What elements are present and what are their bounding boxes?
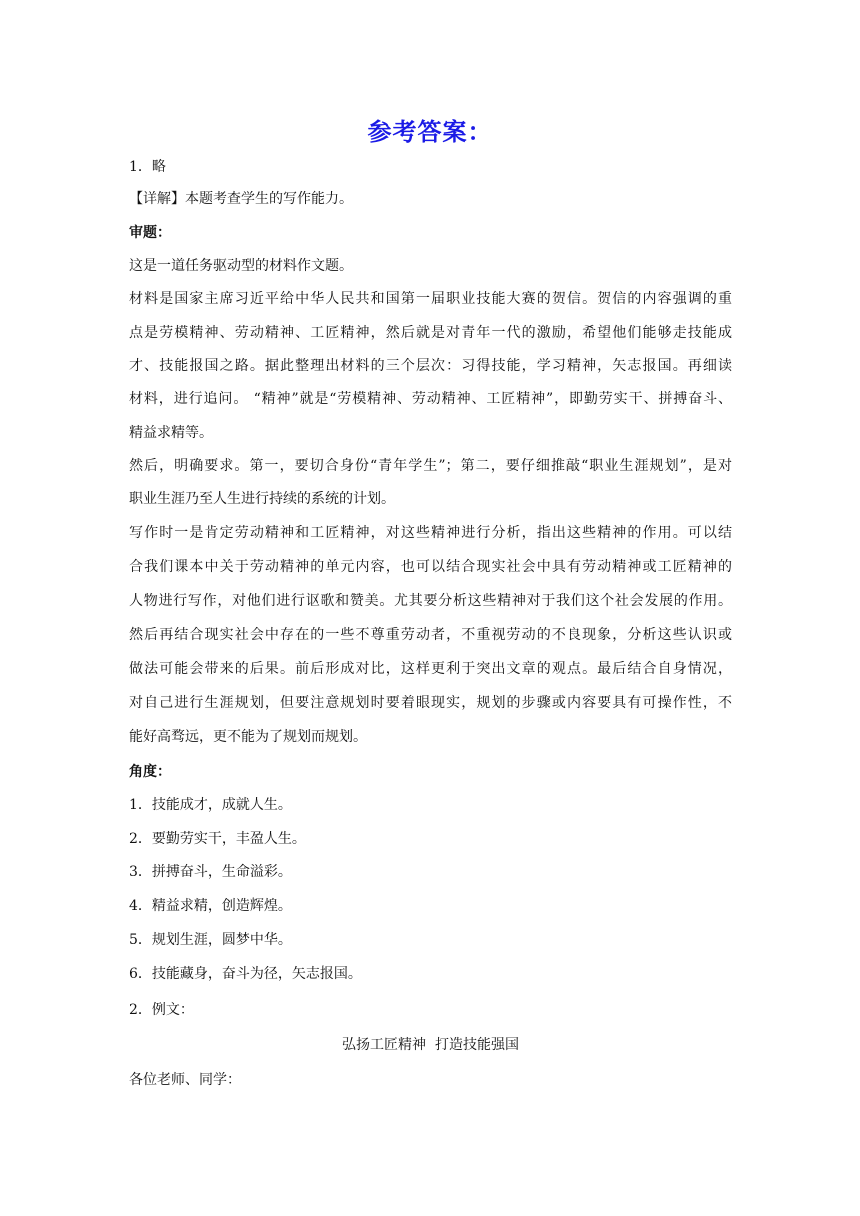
- greeting: 各位老师、同学：: [129, 1072, 241, 1088]
- writing-line: 然后再结合现实社会中存在的一些不尊重劳动者，不重视劳动的不良现象，分析这些认识或: [129, 627, 732, 643]
- writing-line: 做法可能会带来的后果。前后形成对比，这样更利于突出文章的观点。最后结合自身情况，: [129, 661, 732, 677]
- writing-line: 人物进行写作，对他们进行讴歌和赞美。尤其要分析这些精神对于我们这个社会发展的作用。: [129, 593, 732, 609]
- material-line: 精益求精等。: [129, 425, 213, 441]
- detail-line: 【详解】本题考查学生的写作能力。: [129, 191, 353, 207]
- essay-title: 弘扬工匠精神 打造技能强国: [342, 1037, 519, 1053]
- intro-paragraph: 这是一道任务驱动型的材料作文题。: [129, 258, 353, 274]
- writing-line: 合我们课本中关于劳动精神的单元内容，也可以结合现实社会中具有劳动精神或工匠精神的: [129, 559, 732, 575]
- angle-item: 5．规划生涯，圆梦中华。: [129, 932, 292, 948]
- question-1-answer: 1．略: [129, 159, 166, 175]
- writing-line: 能好高骛远，更不能为了规划而规划。: [129, 729, 367, 745]
- material-line: 材料，进行追问。 “精神”就是“劳模精神、劳动精神、工匠精神”，即勤劳实干、拼搏奋斗、: [129, 391, 732, 407]
- shenti-heading: 审题：: [129, 225, 171, 241]
- angle-item: 1．技能成才，成就人生。: [129, 797, 292, 813]
- page-title: 参考答案：: [367, 118, 493, 146]
- material-line: 材料是国家主席习近平给中华人民共和国第一届职业技能大赛的贺信。贺信的内容强调的重: [129, 291, 732, 307]
- writing-line: 对自己进行生涯规划，但要注意规划时要着眼现实，规划的步骤或内容要具有可操作性，不: [129, 695, 732, 711]
- angle-item: 4．精益求精，创造辉煌。: [129, 898, 292, 914]
- angle-item: 3．拼搏奋斗，生命溢彩。: [129, 864, 292, 880]
- requirements-line: 职业生涯乃至人生进行持续的系统的计划。: [129, 491, 395, 507]
- question-2-label: 2．例文：: [129, 1002, 194, 1018]
- angle-item: 2．要勤劳实干，丰盈人生。: [129, 831, 306, 847]
- writing-line: 写作时一是肯定劳动精神和工匠精神，对这些精神进行分析，指出这些精神的作用。可以结: [129, 525, 732, 541]
- requirements-line: 然后，明确要求。第一，要切合身份“青年学生”；第二，要仔细推敲“职业生涯规划”，是对: [129, 458, 732, 474]
- material-line: 点是劳模精神、劳动精神、工匠精神，然后就是对青年一代的激励，希望他们能够走技能成: [129, 325, 732, 341]
- angle-item: 6．技能藏身，奋斗为径，矢志报国。: [129, 966, 362, 982]
- material-line: 才、技能报国之路。据此整理出材料的三个层次：习得技能，学习精神，矢志报国。再细读: [129, 358, 732, 374]
- jiaodu-heading: 角度：: [129, 764, 171, 780]
